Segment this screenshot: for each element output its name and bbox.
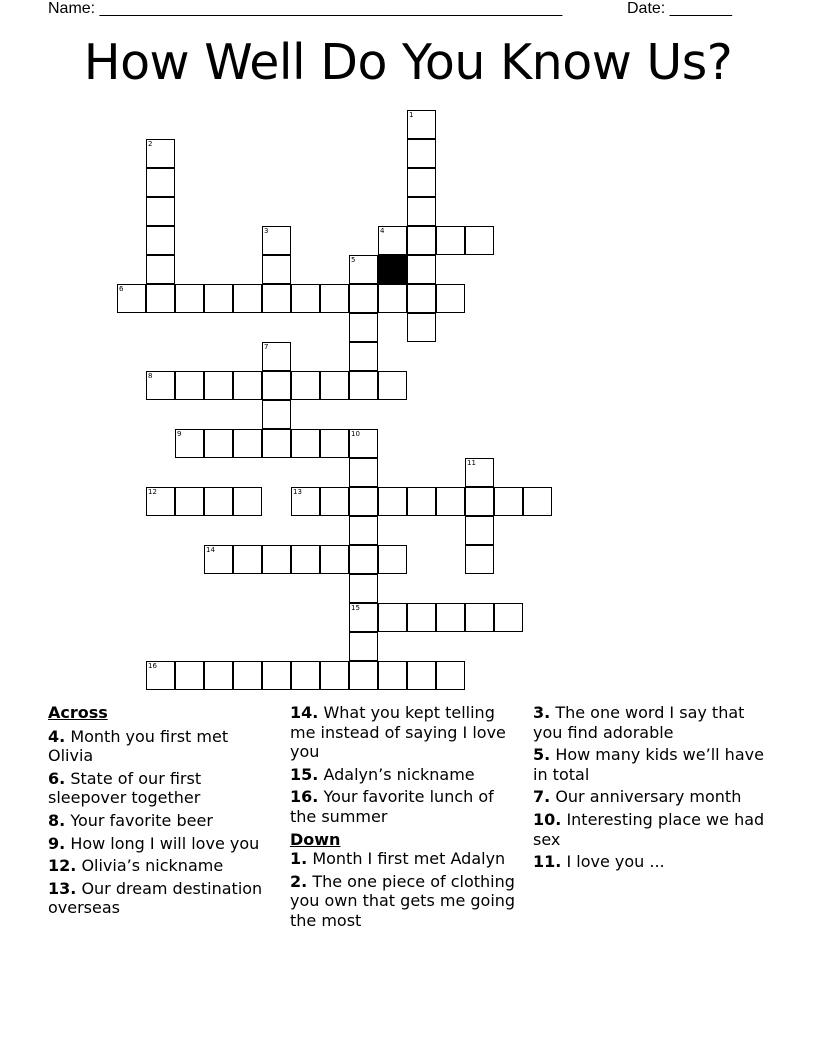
grid-cell[interactable] [407,139,436,168]
across-clue-15 [290,765,522,785]
date-line [627,0,732,18]
grid-cell[interactable] [146,139,175,168]
clue-number: 11. [533,852,562,872]
grid-cell[interactable] [349,574,378,603]
grid-cell[interactable] [349,255,378,284]
across-heading: Across [48,703,108,722]
grid-cell[interactable] [349,545,378,574]
grid-cell[interactable] [378,371,407,400]
grid-cell[interactable] [523,487,552,516]
grid-cell[interactable] [262,400,291,429]
clue-number-label: 14 [206,546,215,554]
grid-cell[interactable] [465,226,494,255]
grid-cell[interactable] [349,661,378,690]
clue-text: How long I will love you [70,833,260,853]
clue-number: 2. [290,871,308,891]
grid-cell[interactable] [146,197,175,226]
clue-number: 13. [48,878,77,898]
grid-cell[interactable] [291,284,320,313]
clue-number-label: 5 [351,256,356,264]
grid-cell[interactable] [262,284,291,313]
clue-number-label: 11 [467,459,476,467]
grid-cell[interactable] [320,661,349,690]
across-clue-4 [48,727,276,766]
clue-text: Your favorite lunch of the summer [290,787,494,826]
grid-cell[interactable] [378,487,407,516]
clues-column-3 [533,703,773,875]
clue-text: Month you first met Olivia [48,726,229,766]
down-clue-2 [290,872,522,931]
clue-number-label: 1 [409,111,414,119]
grid-cell[interactable] [262,545,291,574]
grid-cell[interactable] [407,110,436,139]
grid-cell[interactable] [262,371,291,400]
grid-cell[interactable] [204,371,233,400]
clue-number: 16. [290,787,319,807]
grid-cell[interactable] [146,226,175,255]
clue-text: Adalyn’s nickname [323,764,475,784]
grid-cell[interactable] [233,371,262,400]
clue-text: The one piece of clothing you own that gets me going the most [290,871,516,930]
grid-cell[interactable] [204,284,233,313]
grid-cell[interactable] [233,284,262,313]
grid-cell[interactable] [291,545,320,574]
clue-text: How many kids we’ll have in total [533,745,764,784]
grid-cell[interactable] [175,284,204,313]
grid-cell[interactable] [291,371,320,400]
name-line [48,0,562,18]
grid-cell[interactable] [175,661,204,690]
clue-text: Our anniversary month [555,787,742,807]
grid-cell[interactable] [204,545,233,574]
grid-cell[interactable] [320,284,349,313]
grid-cell[interactable] [378,284,407,313]
clue-number: 14. [290,703,319,722]
clue-number: 12. [48,856,77,876]
grid-cell[interactable] [436,284,465,313]
grid-cell[interactable] [262,255,291,284]
crossword-grid [117,110,557,694]
grid-cell[interactable] [465,516,494,545]
grid-cell[interactable] [407,226,436,255]
grid-cell[interactable] [291,661,320,690]
clue-text: Your favorite beer [70,810,213,830]
grid-cell[interactable] [407,603,436,632]
down-clue-10 [533,810,773,849]
grid-cell[interactable] [407,197,436,226]
down-clue-1 [290,849,522,869]
clue-number: 7. [533,787,551,807]
grid-cell[interactable] [204,661,233,690]
clue-text: Month I first met Adalyn [312,849,506,869]
across-clue-8 [48,811,276,831]
grid-cell[interactable] [320,545,349,574]
clue-number-label: 6 [119,285,124,293]
grid-cell[interactable] [465,487,494,516]
grid-cell[interactable] [407,487,436,516]
grid-cell[interactable] [436,603,465,632]
clue-text: Olivia’s nickname [81,856,224,876]
down-clue-7 [533,787,773,807]
grid-cell[interactable] [291,429,320,458]
grid-cell[interactable] [262,342,291,371]
across-clue-12 [48,856,276,876]
black-square [378,255,407,284]
grid-cell[interactable] [407,313,436,342]
clue-number-label: 16 [148,662,157,670]
clue-text: State of our first sleepover together [48,768,202,808]
clue-number: 8. [48,810,66,830]
grid-cell[interactable] [349,632,378,661]
clue-text: The one word I say that you find adorable [533,703,745,742]
grid-cell[interactable] [494,487,523,516]
grid-cell[interactable] [378,545,407,574]
grid-cell[interactable] [291,487,320,516]
grid-cell[interactable] [465,603,494,632]
clue-number: 9. [48,833,66,853]
grid-cell[interactable] [407,661,436,690]
clue-number: 1. [290,849,308,869]
clue-text: Interesting place we had sex [533,809,765,849]
clues-column-1 [48,703,276,921]
clue-number: 5. [533,745,551,765]
clue-number: 3. [533,703,551,722]
grid-cell[interactable] [494,603,523,632]
name-blank[interactable]: ____________________________________________________ [99,0,563,17]
down-clue-5 [533,745,773,784]
grid-cell[interactable] [349,516,378,545]
grid-cell[interactable] [146,255,175,284]
down-clue-3 [533,703,773,742]
grid-cell[interactable] [407,255,436,284]
grid-cell[interactable] [349,487,378,516]
grid-cell[interactable] [175,429,204,458]
grid-cell[interactable] [233,429,262,458]
clue-number-label: 12 [148,488,157,496]
grid-cell[interactable] [320,429,349,458]
grid-cell[interactable] [320,487,349,516]
grid-cell[interactable] [262,429,291,458]
grid-cell[interactable] [262,661,291,690]
clue-number-label: 3 [264,227,269,235]
grid-cell[interactable] [146,487,175,516]
across-clue-9 [48,834,276,854]
clue-number-label: 8 [148,372,153,380]
grid-cell[interactable] [320,371,349,400]
grid-cell[interactable] [146,284,175,313]
grid-cell[interactable] [349,313,378,342]
clue-text: Our dream destination overseas [48,878,263,918]
clue-number: 15. [290,764,319,784]
grid-cell[interactable] [146,168,175,197]
clue-text: I love you ... [566,852,665,872]
across-clue-16 [290,787,522,826]
grid-cell[interactable] [233,661,262,690]
down-heading: Down [290,829,341,849]
clue-number-label: 4 [380,227,385,235]
grid-cell[interactable] [465,458,494,487]
grid-cell[interactable] [349,458,378,487]
grid-cell[interactable] [349,284,378,313]
grid-cell[interactable] [233,487,262,516]
grid-cell[interactable] [233,545,262,574]
grid-cell[interactable] [407,168,436,197]
grid-cell[interactable] [436,661,465,690]
puzzle-title: How Well Do You Know Us? [83,34,733,91]
grid-cell[interactable] [175,371,204,400]
grid-cell[interactable] [349,342,378,371]
clue-number-label: 2 [148,140,153,148]
grid-cell[interactable] [175,487,204,516]
clue-number-label: 7 [264,343,269,351]
grid-cell[interactable] [204,429,233,458]
across-clue-14 [290,703,522,762]
grid-cell[interactable] [407,284,436,313]
grid-cell[interactable] [204,487,233,516]
grid-cell[interactable] [146,371,175,400]
grid-cell[interactable] [436,226,465,255]
grid-cell[interactable] [349,429,378,458]
clue-number: 10. [533,809,562,829]
across-clue-13 [48,879,276,918]
name-label: Name: [48,0,96,17]
date-blank[interactable]: _______ [669,0,732,17]
grid-cell[interactable] [465,545,494,574]
grid-cell[interactable] [378,661,407,690]
down-clue-11 [533,852,773,872]
grid-cell[interactable] [378,226,407,255]
clue-number-label: 9 [177,430,182,438]
grid-cell[interactable] [349,603,378,632]
grid-cell[interactable] [436,487,465,516]
grid-cell[interactable] [117,284,146,313]
grid-cell[interactable] [349,371,378,400]
date-label: Date: [627,0,666,17]
clue-number-label: 15 [351,604,360,612]
grid-cell[interactable] [378,603,407,632]
clues-column-2 [290,703,522,934]
clue-text: What you kept telling me instead of saying I love you [290,703,506,762]
clue-number: 6. [48,768,66,788]
grid-cell[interactable] [146,661,175,690]
across-clue-6 [48,769,276,808]
clue-number: 4. [48,726,66,746]
grid-cell[interactable] [262,226,291,255]
clue-number-label: 13 [293,488,302,496]
clue-number-label: 10 [351,430,360,438]
